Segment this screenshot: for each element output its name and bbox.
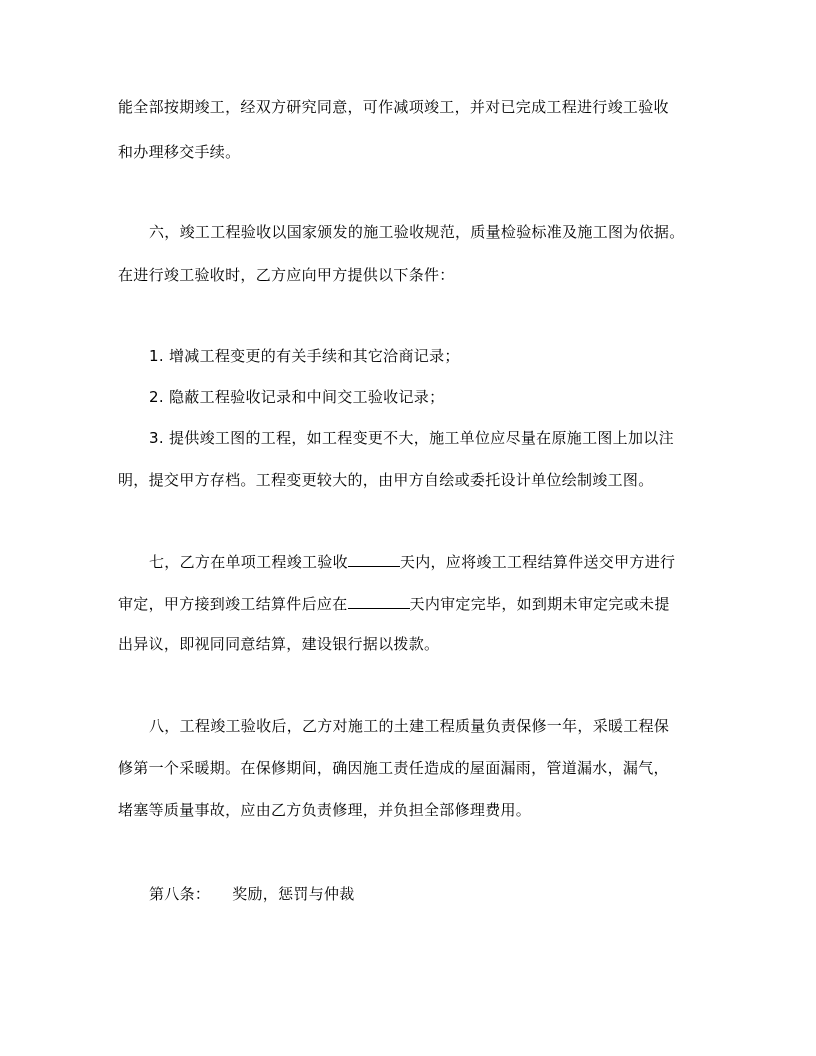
clause-seven-line [149, 552, 675, 572]
clause-seven-text: 天内，应将竣工工程结算件送交甲方进行 [399, 553, 676, 571]
fill-in-blank-days [348, 552, 400, 567]
clause-eight-line: 堵塞等质量事故，应由乙方负责修理，并负担全部修理费用。 [118, 801, 532, 819]
clause-seven-line [118, 594, 670, 614]
article-title: 奖励，惩罚与仲裁 [232, 885, 355, 903]
paragraph-line: 和办理移交手续。 [118, 143, 241, 161]
clause-six-line: 在进行竣工验收时，乙方应向甲方提供以下条件： [118, 266, 455, 284]
list-item-3-continued: 明，提交甲方存档。工程变更较大的，由甲方自绘或委托设计单位绘制竣工图。 [118, 471, 654, 489]
clause-six-line: 六，竣工工程验收以国家颁发的施工验收规范，质量检验标准及施工图为依据。 [149, 223, 685, 241]
clause-eight-line: 八，工程竣工验收后，乙方对施工的土建工程质量负责保修一年，采暖工程保 [149, 717, 670, 735]
article-heading [149, 884, 355, 904]
article-label: 第八条： [149, 885, 211, 903]
list-item-1: 1. 增减工程变更的有关手续和其它洽商记录； [149, 347, 460, 365]
clause-seven-text: 天内审定完毕，如到期未审定完或未提 [409, 595, 670, 613]
clause-eight-line: 修第一个采暖期。在保修期间，确因施工责任造成的屋面漏雨，管道漏水，漏气， [118, 759, 669, 777]
list-item-3: 3. 提供竣工图的工程，如工程变更不大，施工单位应尽量在原施工图上加以注 [149, 429, 674, 447]
clause-seven-line: 出异议，即视同同意结算，建设银行据以拨款。 [118, 635, 440, 653]
paragraph-line: 能全部按期竣工，经双方研究同意，可作减项竣工，并对已完成工程进行竣工验收 [118, 98, 669, 116]
clause-seven-text: 审定，甲方接到竣工结算件后应在 [118, 595, 348, 613]
list-item-2: 2. 隐蔽工程验收记录和中间交工验收记录； [149, 388, 445, 406]
clause-seven-text: 七，乙方在单项工程竣工验收 [149, 553, 348, 571]
fill-in-blank-days [348, 594, 410, 609]
